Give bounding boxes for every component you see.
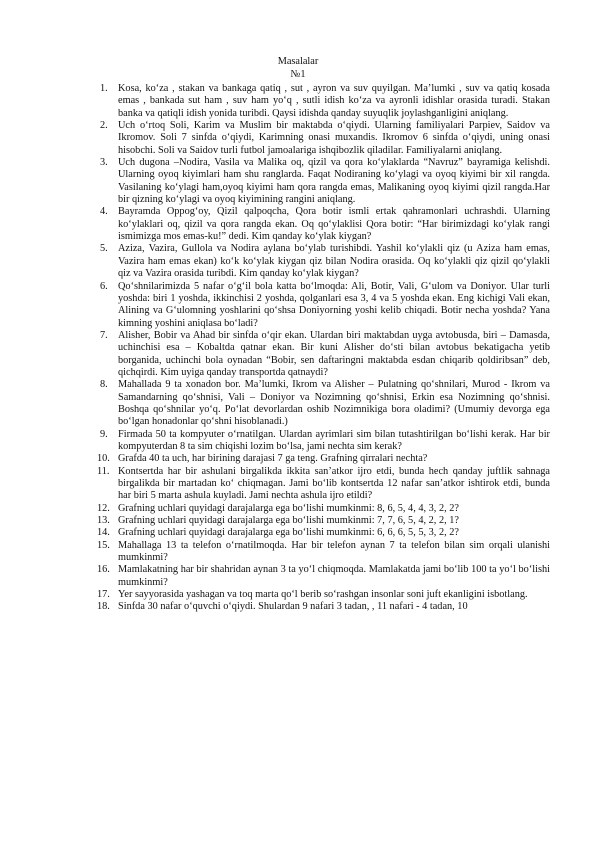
problem-number: 10. [97, 453, 110, 465]
problem-number: 11. [97, 465, 110, 477]
problem-number: 13. [97, 515, 110, 527]
problem-text: Kontsertda har bir ashulani birgalikda ikkita san’atkor ijro etdi, bunda hech qanday juftlik sahnaga birgalikda bir martadan ko‘ chiqmagan. Jami bo‘lib kontsertda 12 nafar san’atkor ishtirok etdi, bunda har biri 5 marta ashula kuyladi. Jami nechta ashula ijro etildi? [118, 465, 550, 502]
problem-text: Alisher, Bobir va Ahad bir sinfda o‘qir ekan. Ulardan biri maktabdan uyga avtobusda, biri – Damasda, uchinchisi esa – Kobaltda qatnar ekan. Bir kuni Alisher do‘sti bilan avtobus bekatigacha yetib borganida, uchinchi bola oynadan “Bobir, sen daftaringni maktabda esdan chiqarib qoldiribsan” deb, qichqirdi. Kim uyiga qanday transportda qatnaydi? [118, 329, 550, 378]
problem-text: Mamlakatning har bir shahridan aynan 3 ta yo‘l chiqmoqda. Mamlakatda jami bo‘lib 100 ta yo‘l bo‘lishi mumkinmi? [118, 564, 550, 588]
problem-number: 6. [100, 280, 108, 292]
problem-text: Qo‘shnilarimizda 5 nafar o‘g‘il bola katta bo‘lmoqda: Ali, Botir, Vali, G‘ulom va Doniyor. Ular turli yoshda: biri 1 yoshda, ikkinchisi 2 yoshda, qolganlari esa 3, 4 va 5 yoshda ekan. Eng kichigi Vali ekan, Alining va G‘ulomning yoshlarini qo‘shsa Doniyorning yoshi kelib chiqadi. Botir necha yoshda? Yana kimning yoshini aniqlasa bo‘ladi? [118, 280, 550, 329]
problem-text: Uch dugona –Nodira, Vasila va Malika oq, qizil va qora ko‘ylaklarda “Navruz” bayramiga kelishdi. Ularning oyoq kiyimlari ham shu ranglarda. Faqat Nodiraning ko‘ylagi va oyoq kiyimi bir xil rangda. Vasilaning ko‘ylagi ham,oyoq kiyimi ham qora rangda emas, Malikaning oyoq kiyimi qizil rangda.Har bir qizning ko‘ylagi va oyoq kiyimining rangini aniqlang. [118, 157, 550, 206]
problem-item [72, 243, 550, 280]
problem-number: 1. [100, 83, 108, 94]
problem-item [72, 601, 550, 613]
problem-number: 18. [97, 601, 110, 613]
problem-text: Bayramda Oppog‘oy, Qizil qalpoqcha, Qora botir ismli ertak qahramonlari uchrashdi. Ularning ko‘ylaklari oq, qizil va qora rangda ekan. Oq qo‘ylaklisi Qora botir: “Har birimizdagi ko‘ylak rangi ismimizga mos emas-ku!” dedi. Kim qanday ko‘ylak kiygan? [118, 206, 550, 243]
problem-number: 14. [97, 527, 110, 539]
problem-text: Firmada 50 ta kompyuter o‘rnatilgan. Ulardan ayrimlari sim bilan tutashtirilgan bo‘lishi kerak. Har bir kompyuterdan 8 ta sim chiqishi lozim bo‘lsa, jami nechta sim kerak? [118, 428, 550, 452]
problem-number: 15. [97, 539, 110, 551]
problem-item [72, 206, 550, 243]
problem-number: 12. [97, 502, 110, 514]
problem-item [72, 429, 550, 454]
problem-number: 3. [100, 157, 108, 169]
problem-item [72, 527, 550, 539]
problem-item [72, 589, 550, 601]
problem-text: Grafning uchlari quyidagi darajalarga ega bo‘lishi mumkinmi: 6, 6, 6, 5, 5, 3, 2, 2? [118, 527, 459, 539]
problem-number: 8. [100, 379, 108, 391]
problem-text: Mahallaga 13 ta telefon o‘rnatilmoqda. Har bir telefon aynan 7 ta telefon bilan sim orqali ulanishi mumkinmi? [118, 539, 550, 564]
problem-item [72, 157, 550, 206]
problem-text: Grafning uchlari quyidagi darajalarga ega bo‘lishi mumkinmi: 8, 6, 5, 4, 4, 3, 2, 2? [118, 502, 459, 514]
problem-item [72, 379, 550, 428]
problem-text: Sinfda 30 nafar o‘quvchi o‘qiydi. Shulardan 9 nafari 3 tadan, , 11 nafari - 4 tadan, 10 [118, 601, 468, 613]
problem-list [72, 83, 550, 614]
problem-item [72, 453, 550, 465]
problem-text: Kosa, ko‘za , stakan va bankaga qatiq , sut , ayron va suv quyilgan. Ma’lumki , suv va qatiq kosada emas , bankada sut ham , suv ham yo‘q , sutli idish ko‘za va ayronli idishlar orasida turadi. Stakan banka va qatiqli idish yonida turibdi. Qaysi idishda qanday suyuqlik joylashganligini aniqlang. [118, 83, 550, 119]
problem-text: Uch o‘rtoq Soli, Karim va Muslim bir maktabda o‘qiydi. Ularning familiyalari Parpiev, Saidov va Ikromov. Soli 7 sinfda o‘qiydi, Karimning onasi muxandis. Ikromov 6 sinfda o‘qiydi, uning onasi hisobchi. Soli va Saidov turli futbol jamoalariga ishqibozlik qiladilar. Familiyalarni aniqlang. [118, 120, 550, 156]
problem-text: Mahallada 9 ta xonadon bor. Ma’lumki, Ikrom va Alisher – Pulatning qo‘shnilari, Murod - Ikrom va Samandarning qo‘shnisi, Vali – Doniyor va Nozimning qo‘shnisi, Erkin esa Nozimning qo‘shnisi. Boshqa qo‘shnilar yo‘q. Po‘lat devorlardan oshib Nozimnikiga bora oladimi? (Umumiy devorga ega bo‘lgan honadonlar qo‘shni hisoblanadi.) [118, 379, 550, 428]
problem-item [72, 120, 550, 157]
document-title: Masalalar [277, 56, 319, 67]
problem-number: 7. [100, 329, 108, 341]
problem-number: 4. [100, 206, 108, 218]
problem-text: Grafda 40 ta uch, har birining darajasi 7 ga teng. Grafning qirralari nechta? [118, 453, 428, 465]
problem-text: Grafning uchlari quyidagi darajalarga ega bo‘lishi mumkinmi: 7, 7, 6, 5, 4, 2, 2, 1? [118, 515, 459, 527]
problem-item [72, 330, 550, 379]
problem-number: 9. [100, 428, 108, 440]
problem-item [72, 503, 550, 515]
problem-item [72, 281, 550, 330]
problem-item [72, 466, 550, 503]
problem-number: 5. [100, 243, 108, 255]
problem-text: Yer sayyorasida yashagan va toq marta qo‘l berib so‘rashgan insonlar soni juft ekanligini isbotlang. [118, 589, 528, 601]
problem-item [72, 540, 550, 565]
problem-item [72, 83, 550, 120]
problem-item [72, 515, 550, 527]
problem-number: 16. [97, 564, 110, 576]
problem-text: Aziza, Vazira, Gullola va Nodira aylana bo‘ylab turishibdi. Yashil ko‘ylakli qiz (u Aziza ham emas, Vazira ham emas ekan) ko‘k ko‘ylak kiygan qiz bilan Nodira orasida. Oq ko‘ylakli qiz qizil qo‘ylakli qiz va Vazira orasida turibdi. Kim qanday ko‘ylak kiygan? [118, 243, 550, 280]
problem-number: 17. [97, 589, 110, 601]
problem-number: 2. [100, 120, 108, 132]
document-number: №1 [290, 69, 306, 80]
problem-item [72, 564, 550, 589]
